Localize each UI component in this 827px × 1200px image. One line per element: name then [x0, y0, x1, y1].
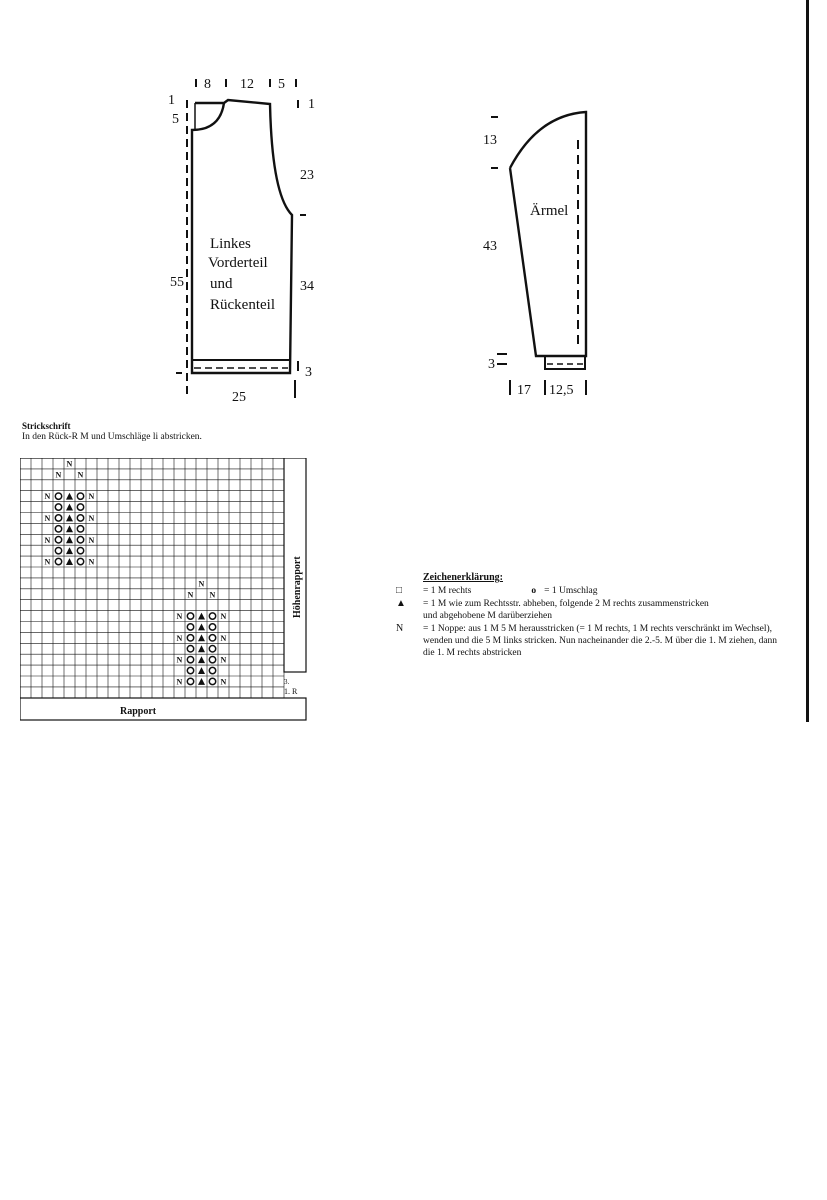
legend-title: Zeichenerklärung:	[423, 572, 503, 583]
dim-right-body: 34	[300, 279, 314, 294]
yarnover-symbol	[77, 493, 83, 499]
sleeve-cuff	[545, 356, 585, 369]
decrease-symbol	[198, 645, 205, 652]
bobble-symbol: N	[88, 535, 95, 545]
yarnover-symbol	[187, 656, 193, 662]
decrease-symbol	[66, 515, 73, 522]
decrease-symbol	[198, 656, 205, 663]
bobble-symbol: N	[66, 459, 73, 469]
bobble-symbol: N	[176, 633, 183, 643]
legend-text: = 1 Noppe: aus 1 M 5 M herausstricken (= 1 M rechts, 1 M rechts verschränkt im Wechsel), wenden und die 5 M links stricken. Nun nacheinander die 2.-5. M über die 1. M ziehen, dann die 1. M rechts abstricken	[423, 624, 778, 658]
pattern-title: Strickschrift	[22, 421, 71, 431]
sleeve-dim-bottom-width: 12,5	[549, 383, 574, 398]
dim-left-total: 55	[170, 275, 184, 290]
yarnover-symbol	[209, 656, 215, 662]
bobble-symbol: N	[220, 633, 227, 643]
triangle-icon: ▲	[396, 598, 406, 609]
bobble-symbol: N	[44, 514, 51, 523]
chart-symbols	[45, 460, 227, 687]
yarnover-symbol	[209, 678, 215, 684]
bobble-symbol: N	[220, 612, 227, 622]
yarnover-symbol	[77, 526, 83, 532]
page-edge-line	[806, 0, 809, 722]
decrease-symbol	[66, 547, 73, 554]
yarnover-symbol	[209, 624, 215, 630]
sleeve-label: Ärmel	[530, 203, 569, 219]
yarnover-symbol	[55, 504, 61, 510]
bobble-symbol: N	[187, 590, 194, 600]
yarnover-symbol	[55, 537, 61, 543]
legend-text: = 1 Umschlag	[544, 586, 598, 596]
decrease-symbol	[198, 667, 205, 674]
bobble-symbol: N	[88, 514, 95, 523]
sleeve-dim-bottom-left: 17	[517, 383, 531, 398]
yarnover-symbol	[187, 635, 193, 641]
dim-right-top: 1	[308, 97, 315, 112]
sleeve-dim-cap: 13	[483, 133, 497, 148]
yarnover-symbol	[77, 537, 83, 543]
decrease-symbol	[66, 558, 73, 565]
bobble-symbol: N	[198, 579, 205, 589]
bobble-icon: N	[396, 623, 404, 634]
dim-bottom-width: 25	[232, 390, 246, 405]
yarnover-symbol	[55, 547, 61, 553]
bobble-symbol: N	[44, 557, 51, 567]
yarnover-symbol	[55, 558, 61, 564]
sleeve-schematic	[478, 100, 603, 405]
yarnover-symbol	[55, 493, 61, 499]
yarnover-symbol	[55, 526, 61, 532]
yarnover-symbol	[55, 515, 61, 521]
bobble-symbol: N	[77, 470, 84, 480]
sleeve-dim-cuff: 3	[488, 357, 495, 372]
knitting-chart	[20, 458, 312, 724]
decrease-symbol	[198, 613, 205, 620]
front-back-rib-band	[192, 360, 290, 373]
repeat-label: Rapport	[120, 706, 157, 717]
yarnover-symbol	[209, 646, 215, 652]
yarnover-symbol	[187, 613, 193, 619]
chart-grid	[20, 458, 284, 698]
bobble-symbol: N	[176, 677, 183, 687]
bobble-symbol: N	[220, 677, 227, 687]
yarnover-symbol	[209, 667, 215, 673]
decrease-symbol	[66, 525, 73, 532]
row-label-3: 3.	[284, 678, 290, 686]
bobble-symbol: N	[176, 612, 183, 622]
dim-bottom-rib: 3	[305, 365, 312, 380]
sleeve-outline	[510, 112, 586, 356]
legend-text: = 1 M rechts	[423, 586, 472, 596]
yarnover-symbol	[187, 624, 193, 630]
front-back-schematic	[160, 75, 330, 405]
decrease-symbol	[66, 504, 73, 511]
dim-right-armhole: 23	[300, 168, 314, 183]
yarnover-symbol	[77, 515, 83, 521]
legend-item	[396, 598, 806, 622]
yarnover-symbol	[77, 547, 83, 553]
yarnover-symbol	[187, 646, 193, 652]
legend-item	[396, 585, 806, 597]
yarnover-symbol	[187, 678, 193, 684]
bobble-symbol: N	[44, 535, 51, 545]
dim-left-top-b: 5	[172, 112, 179, 127]
yarnover-symbol	[77, 558, 83, 564]
front-back-label-4: Rückenteil	[210, 297, 275, 313]
yarnover-symbol	[187, 667, 193, 673]
decrease-symbol	[198, 678, 205, 685]
bobble-symbol: N	[176, 655, 183, 665]
decrease-symbol	[66, 493, 73, 500]
decrease-symbol	[66, 536, 73, 543]
bobble-symbol: N	[220, 655, 227, 665]
bobble-symbol: N	[88, 557, 95, 567]
bobble-symbol: N	[55, 470, 62, 480]
yarnover-symbol	[209, 613, 215, 619]
dim-left-top-a: 1	[168, 93, 175, 108]
decrease-symbol	[198, 624, 205, 631]
repeat-box	[20, 698, 306, 720]
dim-top-mid: 12	[240, 77, 254, 92]
legend-text: = 1 M wie zum Rechtsstr. abheben, folgende 2 M rechts zusammenstricken und abgehobene M darüberziehen	[423, 599, 709, 621]
legend-item	[396, 623, 806, 659]
yarnover-symbol	[77, 504, 83, 510]
height-repeat-label: Höhenrapport	[292, 556, 303, 618]
bobble-symbol: N	[209, 590, 216, 600]
legend	[396, 572, 806, 659]
front-back-label-2: Vorderteil	[208, 255, 268, 271]
front-back-label-1: Linkes	[210, 236, 251, 252]
dim-top-right: 5	[278, 77, 285, 92]
bobble-symbol: N	[88, 492, 95, 502]
front-back-label-3: und	[210, 276, 233, 292]
yarnover-icon: o	[531, 586, 537, 596]
yarnover-symbol	[209, 635, 215, 641]
knit-stitch-icon: □	[396, 585, 403, 596]
dim-top-left: 8	[204, 77, 211, 92]
decrease-symbol	[198, 634, 205, 641]
pattern-description: In den Rück-R M und Umschläge li abstricken.	[22, 432, 202, 442]
bobble-symbol: N	[44, 492, 51, 502]
row-label-1: 1. R	[284, 687, 298, 696]
sleeve-dim-length: 43	[483, 239, 497, 254]
